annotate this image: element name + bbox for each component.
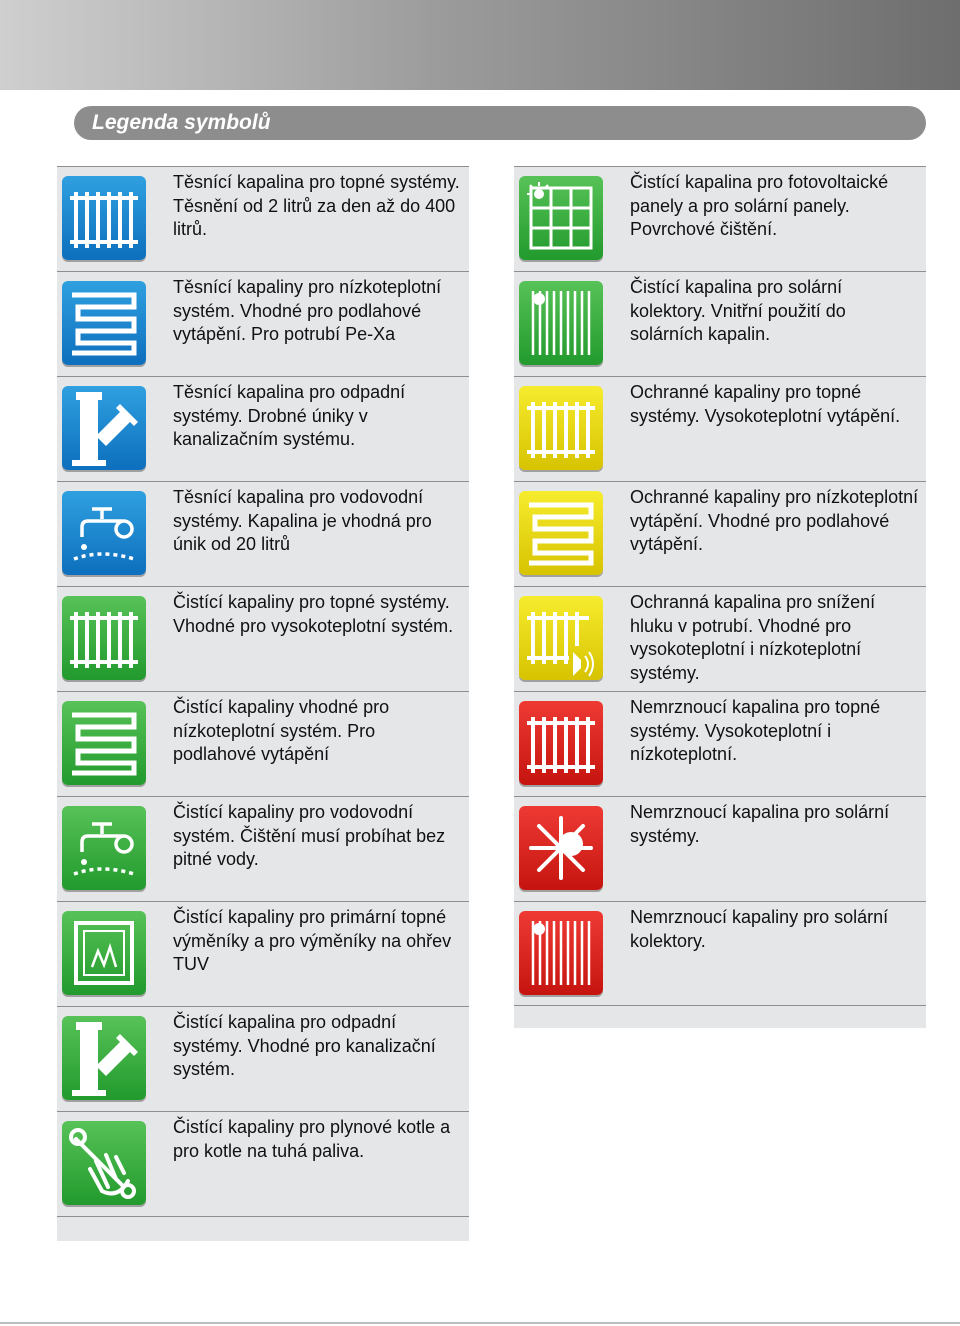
legend-row (514, 271, 926, 376)
header-band (0, 0, 960, 90)
snowflake-sun-icon (519, 806, 603, 890)
legend-description: Čistící kapalina pro fotovoltaické panely a pro solární panely. Povrchové čištění. (630, 172, 889, 239)
legend-row (57, 586, 469, 691)
solar-collector-icon (519, 281, 603, 365)
solar-collector-icon (519, 911, 603, 995)
legend-row (514, 586, 926, 691)
radiator-icon (62, 596, 146, 680)
legend-row (57, 166, 469, 271)
bottom-divider (0, 1322, 960, 1324)
legend-row (514, 376, 926, 481)
legend-description: Těsnící kapaliny pro nízkoteplotní systém. Vhodné pro podlahové vytápění. Pro potrubí Pe-Xa (173, 277, 442, 344)
legend-title-bar (74, 106, 926, 140)
legend-row (514, 901, 926, 1006)
water-tap-icon (62, 806, 146, 890)
heat-exchanger-icon (62, 911, 146, 995)
drain-pipe-icon (62, 386, 146, 470)
radiator-noise-icon (519, 596, 603, 680)
legend-description: Těsnící kapalina pro odpadní systémy. Drobné úniky v kanalizačním systému. (173, 382, 406, 449)
floor-heating-icon (62, 281, 146, 365)
legend-row (57, 796, 469, 901)
water-tap-icon (62, 491, 146, 575)
right-legend-column (514, 166, 926, 1028)
radiator-icon (519, 701, 603, 785)
radiator-icon (62, 176, 146, 260)
legend-row (514, 481, 926, 586)
wrench-hand-icon (62, 1121, 146, 1205)
legend-description: Ochranné kapaliny pro topné systémy. Vysokoteplotní vytápění. (630, 382, 901, 426)
legend-description: Čistící kapaliny pro primární topné výměníky a pro výměníky na ohřev TUV (173, 907, 452, 974)
drain-pipe-icon (62, 1016, 146, 1100)
floor-heating-icon (62, 701, 146, 785)
legend-description: Nemrznoucí kapalina pro topné systémy. Vysokoteplotní i nízkoteplotní. (630, 697, 881, 764)
legend-description: Nemrznoucí kapaliny pro solární kolektory. (630, 907, 889, 951)
legend-row (57, 1111, 469, 1217)
legend-row (57, 691, 469, 796)
legend-row (57, 376, 469, 481)
legend-description: Čistící kapalina pro odpadní systémy. Vhodné pro kanalizační systém. (173, 1012, 436, 1079)
legend-description: Čistící kapaliny pro vodovodní systém. Čištění musí probíhat bez pitné vody. (173, 802, 446, 869)
legend-title: Legenda symbolů (92, 111, 271, 134)
legend-description: Těsnící kapalina pro topné systémy. Těsnění od 2 litrů za den až do 400 litrů. (173, 172, 460, 239)
floor-heating-icon (519, 491, 603, 575)
left-legend-column (57, 166, 469, 1241)
legend-row (57, 271, 469, 376)
legend-description: Čistící kapalina pro solární kolektory. Vnitřní použití do solárních kapalin. (630, 277, 846, 344)
legend-row (57, 1006, 469, 1111)
legend-description: Nemrznoucí kapalina pro solární systémy. (630, 802, 890, 846)
legend-description: Ochranné kapaliny pro nízkoteplotní vytápění. Vhodné pro podlahové vytápění. (630, 487, 919, 554)
legend-description: Čistící kapaliny pro topné systémy. Vhodné pro vysokoteplotní systém. (173, 592, 454, 636)
legend-description: Těsnící kapalina pro vodovodní systémy. Kapalina je vhodná pro únik od 20 litrů (173, 487, 432, 554)
legend-row (514, 691, 926, 796)
legend-description: Čistící kapaliny pro plynové kotle a pro kotle na tuhá paliva. (173, 1117, 451, 1161)
legend-row (57, 481, 469, 586)
legend-row (57, 901, 469, 1006)
radiator-icon (519, 386, 603, 470)
solar-panel-icon (519, 176, 603, 260)
legend-row (514, 166, 926, 271)
legend-row (514, 796, 926, 901)
legend-description: Čistící kapaliny vhodné pro nízkoteplotní systém. Pro podlahové vytápění (173, 697, 390, 764)
legend-description: Ochranná kapalina pro snížení hluku v potrubí. Vhodné pro vysokoteplotní i nízkoteplotní systémy. (630, 592, 876, 683)
